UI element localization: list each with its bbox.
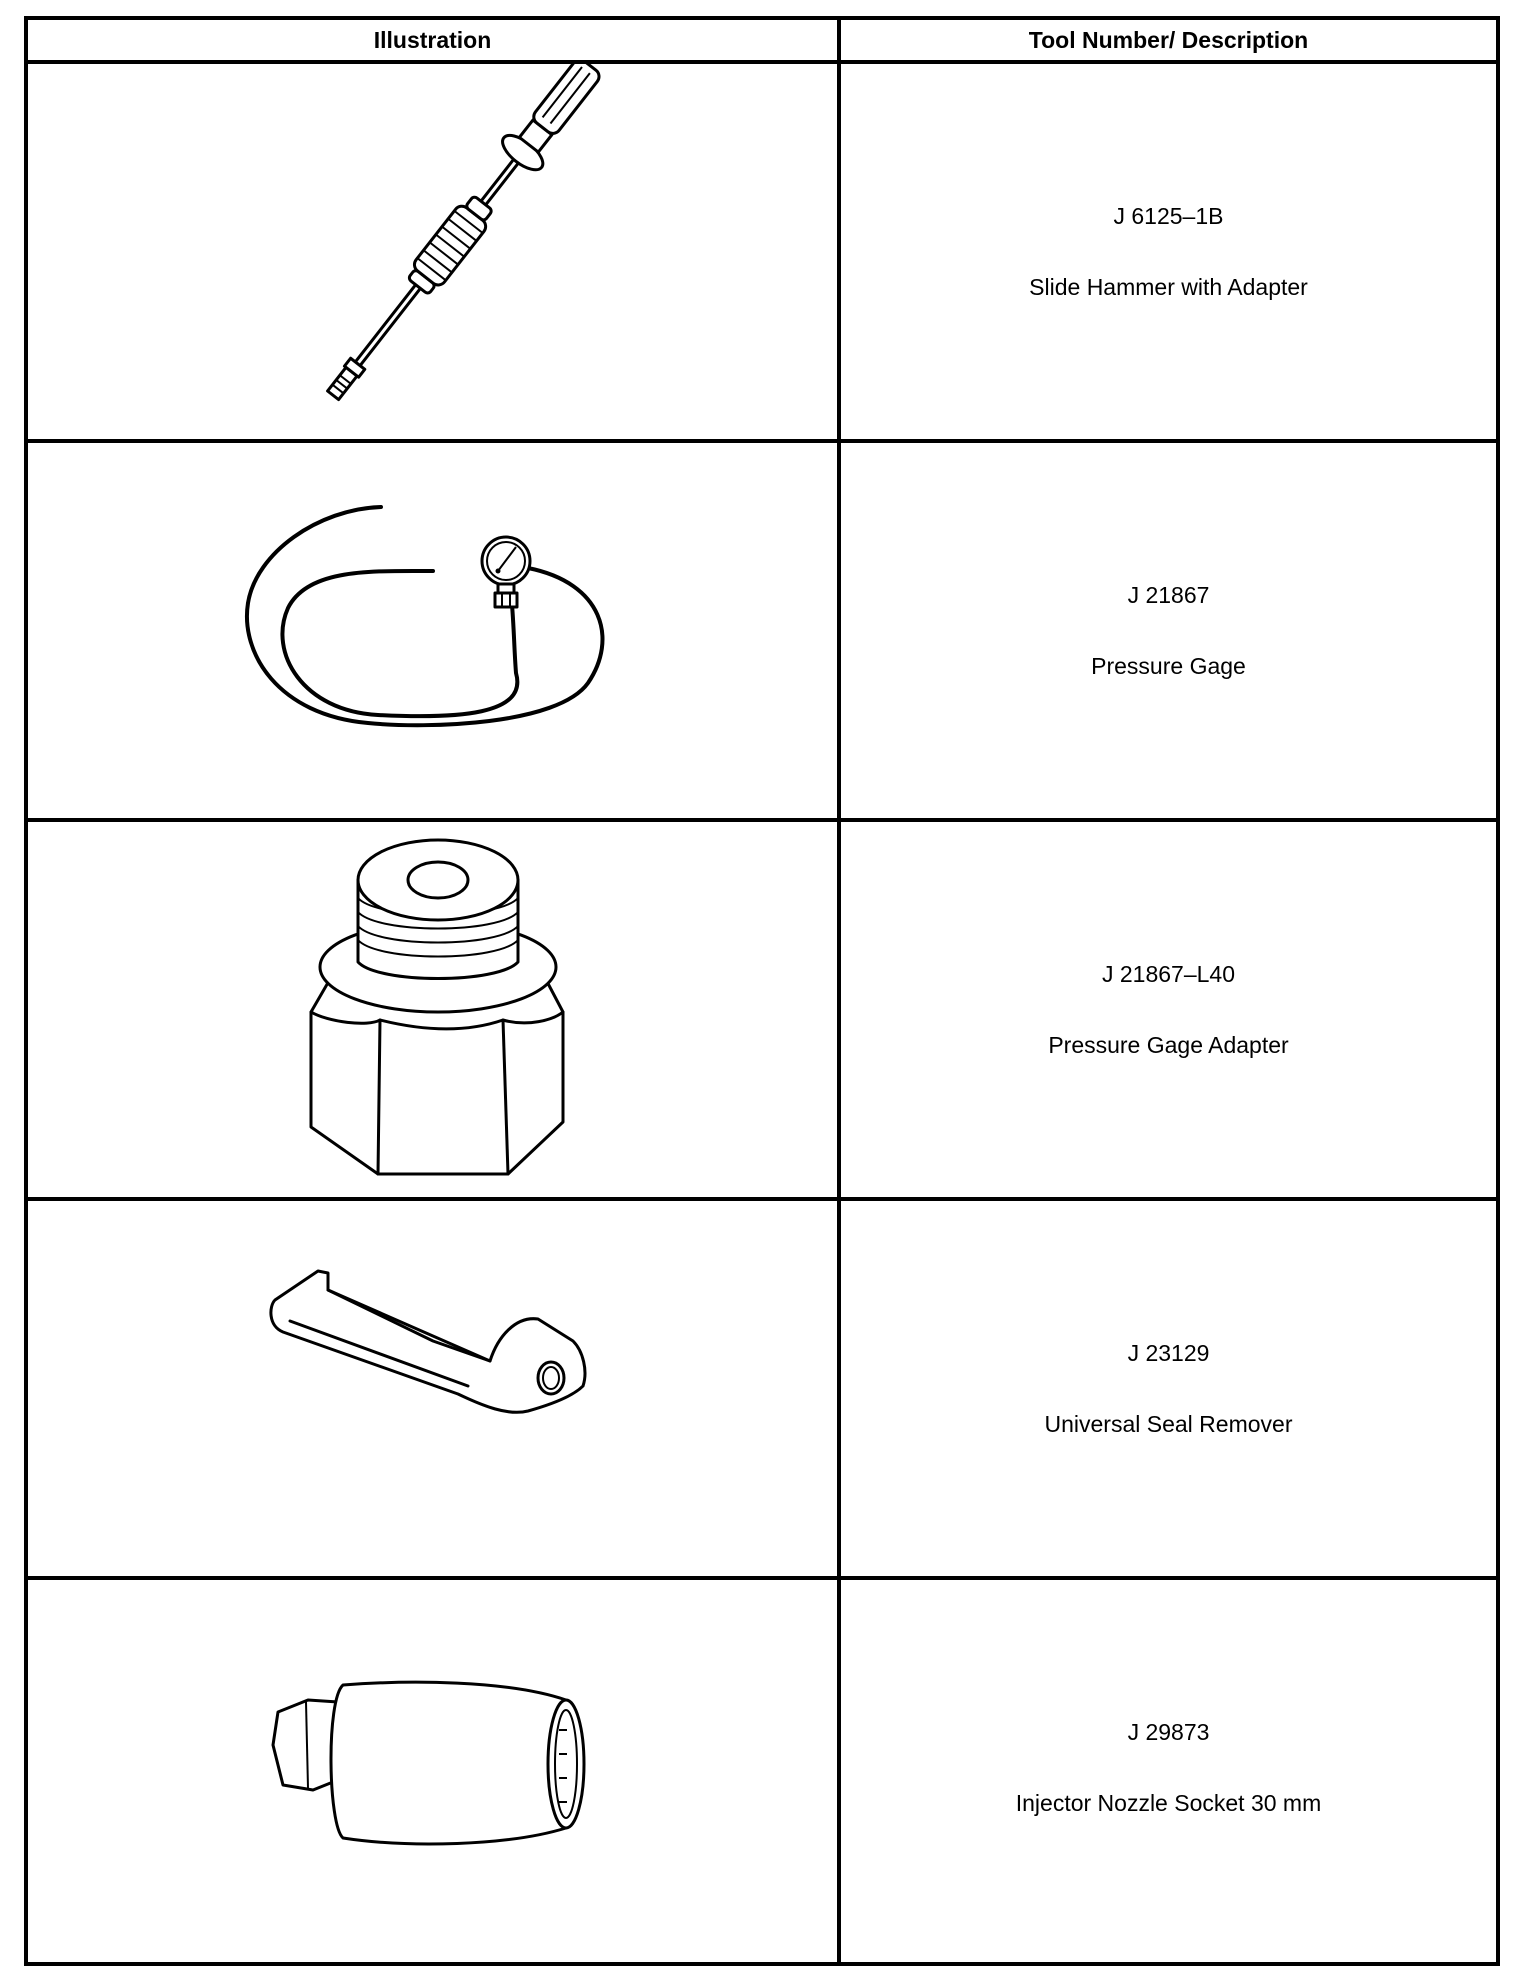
gage-adapter-icon	[28, 822, 837, 1197]
illustration-cell	[28, 64, 837, 439]
tool-number: J 29873	[1127, 1718, 1210, 1745]
slide-hammer-icon	[28, 64, 837, 439]
tool-description: Universal Seal Remover	[1044, 1410, 1293, 1437]
nozzle-socket-icon	[28, 1580, 837, 1955]
description-cell	[841, 443, 1496, 818]
tool-number: J 21867–L40	[1101, 960, 1235, 987]
illustration-cell	[28, 443, 837, 818]
description-cell	[841, 64, 1496, 439]
tool-number: J 21867	[1127, 581, 1210, 608]
table-row	[28, 64, 1496, 439]
table-row	[28, 1201, 1496, 1576]
description-cell	[841, 1580, 1496, 1955]
header-tool-description: Tool Number/ Description	[1028, 26, 1309, 53]
header-illustration: Illustration	[373, 26, 492, 53]
illustration-cell	[28, 1580, 837, 1955]
illustration-cell	[28, 822, 837, 1197]
description-cell	[841, 822, 1496, 1197]
table-row	[28, 443, 1496, 818]
pressure-gage-icon	[28, 443, 837, 818]
tool-number: J 6125–1B	[1113, 202, 1224, 229]
tool-description: Pressure Gage	[1091, 652, 1246, 679]
illustration-cell	[28, 1201, 837, 1576]
table-row	[28, 1580, 1496, 1955]
tool-description: Pressure Gage Adapter	[1048, 1031, 1289, 1058]
description-cell	[841, 1201, 1496, 1576]
tool-description: Slide Hammer with Adapter	[1029, 273, 1308, 300]
tool-description: Injector Nozzle Socket 30 mm	[1015, 1789, 1322, 1816]
tool-number: J 23129	[1127, 1339, 1210, 1366]
table-row	[28, 822, 1496, 1197]
seal-remover-icon	[28, 1201, 837, 1576]
tool-table	[24, 16, 1500, 1966]
